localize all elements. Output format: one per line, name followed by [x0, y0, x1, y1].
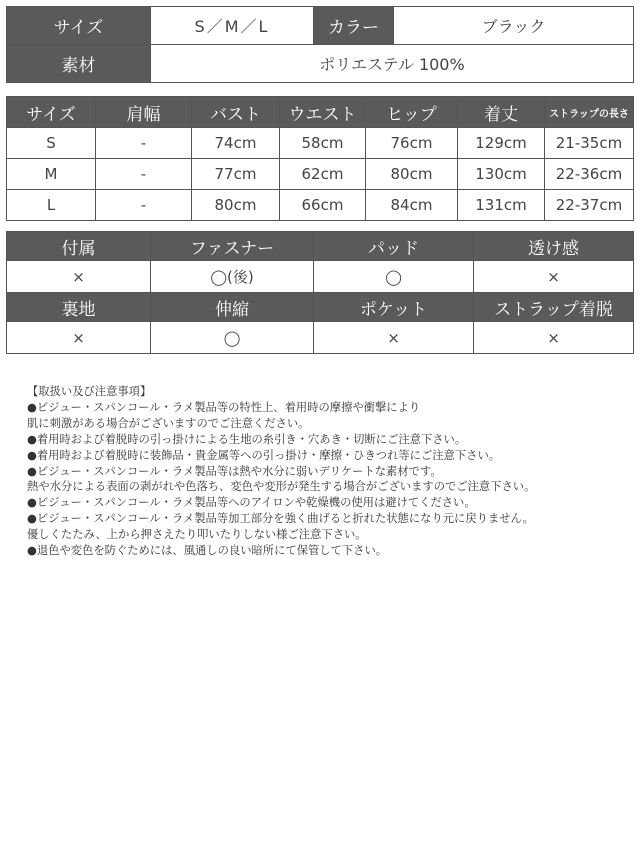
features-value-row: [7, 261, 634, 293]
features-value-row: [7, 322, 634, 354]
col-header-bust: バスト: [192, 97, 280, 128]
note-line: 肌に刺激がある場合がございますのでご注意ください。: [27, 416, 310, 430]
feature-header-sheerness: 透け感: [474, 232, 634, 261]
features-header-row: [7, 232, 634, 261]
size-table: [6, 96, 634, 221]
note-line: ●ビジュー・スパンコール・ラメ製品等は熱や水分に弱いデリケートな素材です。: [27, 464, 442, 478]
feature-value-lining: ×: [7, 322, 151, 354]
note-line: 熱や水分による表面の剥がれや色落ち、変色や変形が発生する場合がございますのでご注意下さい。: [27, 480, 536, 494]
size-table-header: [7, 97, 634, 128]
note-line: ●ビジュー・スパンコール・ラメ製品等へのアイロンや乾燥機の使用は避けてください。: [27, 496, 476, 510]
size-value: S／M／L: [151, 7, 314, 45]
cell-size: S: [7, 128, 96, 159]
summary-table: [6, 6, 634, 83]
table-row: [7, 128, 634, 159]
size-label: サイズ: [7, 7, 151, 45]
cell-shoulder: -: [96, 190, 192, 221]
cell-waist: 62cm: [280, 159, 366, 190]
feature-header-lining: 裏地: [7, 293, 151, 322]
feature-value-accessories: ×: [7, 261, 151, 293]
col-header-length: 着丈: [458, 97, 545, 128]
feature-value-strap-detach: ×: [474, 322, 634, 354]
cell-strap-length: 22-37cm: [545, 190, 634, 221]
feature-header-stretch: 伸縮: [151, 293, 314, 322]
cell-strap-length: 22-36cm: [545, 159, 634, 190]
color-value: ブラック: [394, 7, 634, 45]
cell-strap-length: 21-35cm: [545, 128, 634, 159]
cell-shoulder: -: [96, 159, 192, 190]
features-table: [6, 231, 634, 354]
cell-bust: 77cm: [192, 159, 280, 190]
cell-waist: 66cm: [280, 190, 366, 221]
table-row: [7, 190, 634, 221]
cell-length: 129cm: [458, 128, 545, 159]
cell-length: 131cm: [458, 190, 545, 221]
color-label: カラー: [314, 7, 394, 45]
feature-header-strap-detach: ストラップ着脱: [474, 293, 634, 322]
material-value: ポリエステル 100%: [151, 45, 634, 83]
cell-length: 130cm: [458, 159, 545, 190]
feature-header-pad: パッド: [314, 232, 474, 261]
col-header-strap-length: ストラップの長さ: [545, 97, 634, 128]
feature-value-zipper: ◯(後): [151, 261, 314, 293]
feature-value-stretch: ◯: [151, 322, 314, 354]
feature-header-pocket: ポケット: [314, 293, 474, 322]
feature-header-accessories: 付属: [7, 232, 151, 261]
features-header-row: [7, 293, 634, 322]
col-header-shoulder: 肩幅: [96, 97, 192, 128]
feature-value-sheerness: ×: [474, 261, 634, 293]
material-label: 素材: [7, 45, 151, 83]
note-line: ●ビジュー・スパンコール・ラメ製品等の特性上、着用時の摩擦や衝撃により: [27, 400, 421, 414]
cell-size: M: [7, 159, 96, 190]
summary-row-size-color: [7, 7, 634, 45]
col-header-hip: ヒップ: [366, 97, 458, 128]
cell-bust: 80cm: [192, 190, 280, 221]
note-line: 優しくたたみ、上から押さえたり叩いたりしない様ご注意下さい。: [27, 528, 367, 542]
cell-size: L: [7, 190, 96, 221]
cell-hip: 84cm: [366, 190, 458, 221]
cell-bust: 74cm: [192, 128, 280, 159]
care-notes: [27, 384, 633, 559]
feature-value-pocket: ×: [314, 322, 474, 354]
cell-hip: 76cm: [366, 128, 458, 159]
col-header-size: サイズ: [7, 97, 96, 128]
note-line: ●退色や変色を防ぐためには、風通しの良い暗所にて保管して下さい。: [27, 544, 388, 558]
table-row: [7, 159, 634, 190]
note-line: ●ビジュー・スパンコール・ラメ製品等加工部分を強く曲げると折れた状態になり元に戻りません。: [27, 512, 534, 526]
cell-shoulder: -: [96, 128, 192, 159]
cell-hip: 80cm: [366, 159, 458, 190]
notes-heading: 【取扱い及び注意事項】: [27, 385, 152, 398]
summary-row-material: [7, 45, 634, 83]
note-line: ●着用時および着脱時に装飾品・貴金属等への引っ掛け・摩擦・ひきつれ等にご注意下さい。: [27, 448, 501, 462]
note-line: ●着用時および着脱時の引っ掛けによる生地の糸引き・穴あき・切断にご注意下さい。: [27, 432, 467, 446]
cell-waist: 58cm: [280, 128, 366, 159]
col-header-waist: ウエスト: [280, 97, 366, 128]
feature-header-zipper: ファスナー: [151, 232, 314, 261]
feature-value-pad: ◯: [314, 261, 474, 293]
